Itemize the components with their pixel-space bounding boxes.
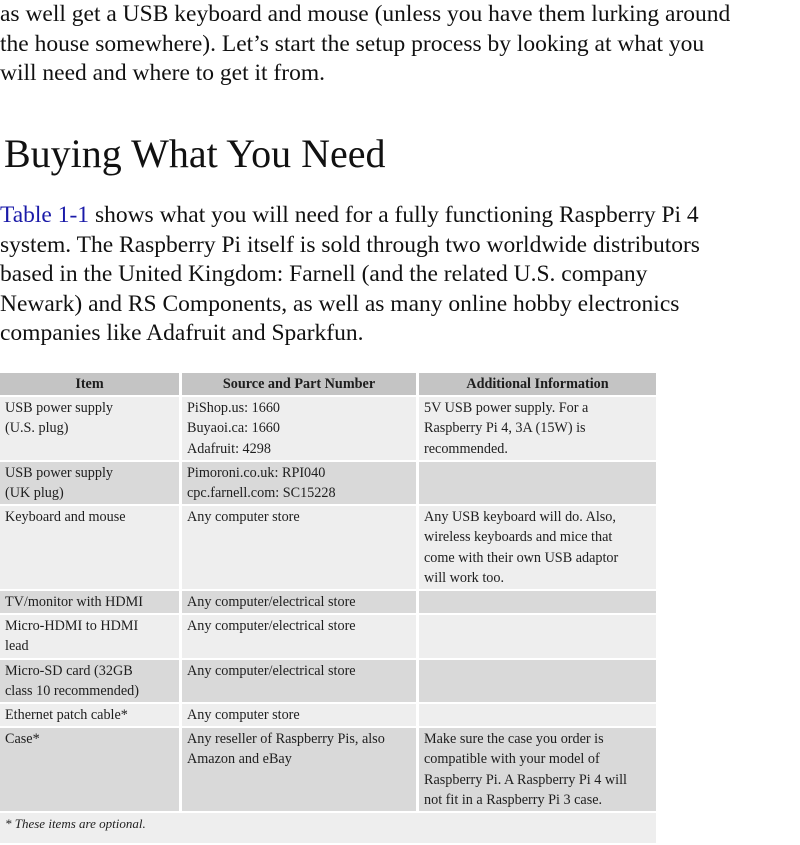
cell-info-line: recommended. xyxy=(424,440,508,457)
header-item: Item xyxy=(0,373,182,395)
cell-item-line: Micro-HDMI to HDMI xyxy=(5,618,139,635)
table-row xyxy=(0,506,656,591)
cell-item-line: class 10 recommended) xyxy=(5,682,139,699)
cell-source-line: Amazon and eBay xyxy=(187,751,292,768)
cell-source xyxy=(182,728,419,811)
cell-info-line: Make sure the case you order is xyxy=(424,731,604,748)
cell-info-line: Raspberry Pi 4, 3A (15W) is xyxy=(424,420,586,437)
cell-info xyxy=(419,591,656,613)
cell-item-line: Keyboard and mouse xyxy=(5,509,126,526)
cell-source-line: Any computer store xyxy=(187,707,300,724)
body-line: companies like Adafruit and Sparkfun. xyxy=(0,320,364,347)
cell-item-line: USB power supply xyxy=(5,400,113,417)
cell-source-line: Any computer store xyxy=(187,509,300,526)
table-row xyxy=(0,615,656,659)
cell-source-line: Pimoroni.co.uk: RPI040 xyxy=(187,464,326,481)
cell-info-line: come with their own USB adaptor xyxy=(424,549,619,566)
section-heading: Buying What You Need xyxy=(4,131,386,176)
cell-info-line: Any USB keyboard will do. Also, xyxy=(424,509,616,526)
cell-info xyxy=(419,397,656,460)
table-body xyxy=(0,397,656,813)
cell-info xyxy=(419,660,656,702)
cell-info xyxy=(419,615,656,657)
table-row xyxy=(0,591,656,615)
cell-source-line: PiShop.us: 1660 xyxy=(187,400,281,417)
table-row xyxy=(0,660,656,704)
cell-source-line: Any reseller of Raspberry Pis, also xyxy=(187,731,385,748)
cell-source-line: Adafruit: 4298 xyxy=(187,440,271,457)
cell-info xyxy=(419,704,656,726)
header-info: Additional Information xyxy=(466,376,609,392)
cell-item-line: Case* xyxy=(5,731,40,748)
cell-source-line: cpc.farnell.com: SC15228 xyxy=(187,485,336,502)
cell-item xyxy=(0,728,182,811)
cell-item-line: (U.S. plug) xyxy=(5,420,69,437)
cell-info-line: not fit in a Raspberry Pi 3 case. xyxy=(424,791,603,808)
cell-info-line: 5V USB power supply. For a xyxy=(424,400,589,417)
cell-item-line: TV/monitor with HDMI xyxy=(5,594,143,611)
body-line xyxy=(0,201,800,231)
cell-item xyxy=(0,506,182,589)
cell-item xyxy=(0,462,182,504)
footnote-row xyxy=(0,813,656,845)
table-row xyxy=(0,704,656,728)
cell-source-line: Any computer/electrical store xyxy=(187,594,356,611)
cell-info-line: wireless keyboards and mice that xyxy=(424,529,613,546)
cell-item xyxy=(0,660,182,702)
cell-source-line: Any computer/electrical store xyxy=(187,662,356,679)
body-line: Newark) and RS Components, as well as many online hobby electronics xyxy=(0,290,680,317)
parts-table xyxy=(0,373,656,832)
cell-item xyxy=(0,704,182,726)
cell-info xyxy=(419,462,656,504)
cell-source xyxy=(182,397,419,460)
cell-item-line: USB power supply xyxy=(5,464,113,481)
cell-source xyxy=(182,462,419,504)
table-footnote: * These items are optional. xyxy=(5,816,146,832)
table-row xyxy=(0,462,656,506)
cell-item xyxy=(0,397,182,460)
cell-info-line: Raspberry Pi. A Raspberry Pi 4 will xyxy=(424,771,627,788)
table-row xyxy=(0,728,656,813)
cell-info-line: compatible with your model of xyxy=(424,751,600,768)
cell-item-line: Micro-SD card (32GB xyxy=(5,662,133,679)
body-line: system. The Raspberry Pi itself is sold through two worldwide distributors xyxy=(0,231,700,258)
cell-item xyxy=(0,591,182,613)
cell-info xyxy=(419,728,656,811)
intro-line: as well get a USB keyboard and mouse (unless you have them lurking around xyxy=(0,1,731,27)
intro-paragraph xyxy=(0,0,800,89)
cell-source xyxy=(182,660,419,702)
body-line: based in the United Kingdom: Farnell (and the related U.S. company xyxy=(0,261,648,288)
cell-source-line: Buyaoi.ca: 1660 xyxy=(187,420,280,437)
cell-source xyxy=(182,506,419,589)
intro-line: will need and where to get it from. xyxy=(0,60,325,87)
body-line-text: shows what you will need for a fully functioning Raspberry Pi 4 xyxy=(89,202,699,228)
cell-info-line: will work too. xyxy=(424,569,504,586)
cell-source xyxy=(182,704,419,726)
cell-info xyxy=(419,506,656,589)
table-row xyxy=(0,397,656,462)
table-reference-link[interactable]: Table 1-1 xyxy=(0,202,90,228)
cell-item-line: (UK plug) xyxy=(5,485,64,502)
table-header-row xyxy=(0,373,656,397)
cell-source xyxy=(182,591,419,613)
cell-item-line: lead xyxy=(5,638,29,655)
cell-item-line: Ethernet patch cable* xyxy=(5,707,128,724)
intro-line: the house somewhere). Let’s start the setup process by looking at what you xyxy=(0,30,705,57)
header-source: Source and Part Number xyxy=(182,373,419,395)
cell-source-line: Any computer/electrical store xyxy=(187,618,356,635)
cell-item xyxy=(0,615,182,657)
body-paragraph xyxy=(0,201,800,349)
cell-source xyxy=(182,615,419,657)
